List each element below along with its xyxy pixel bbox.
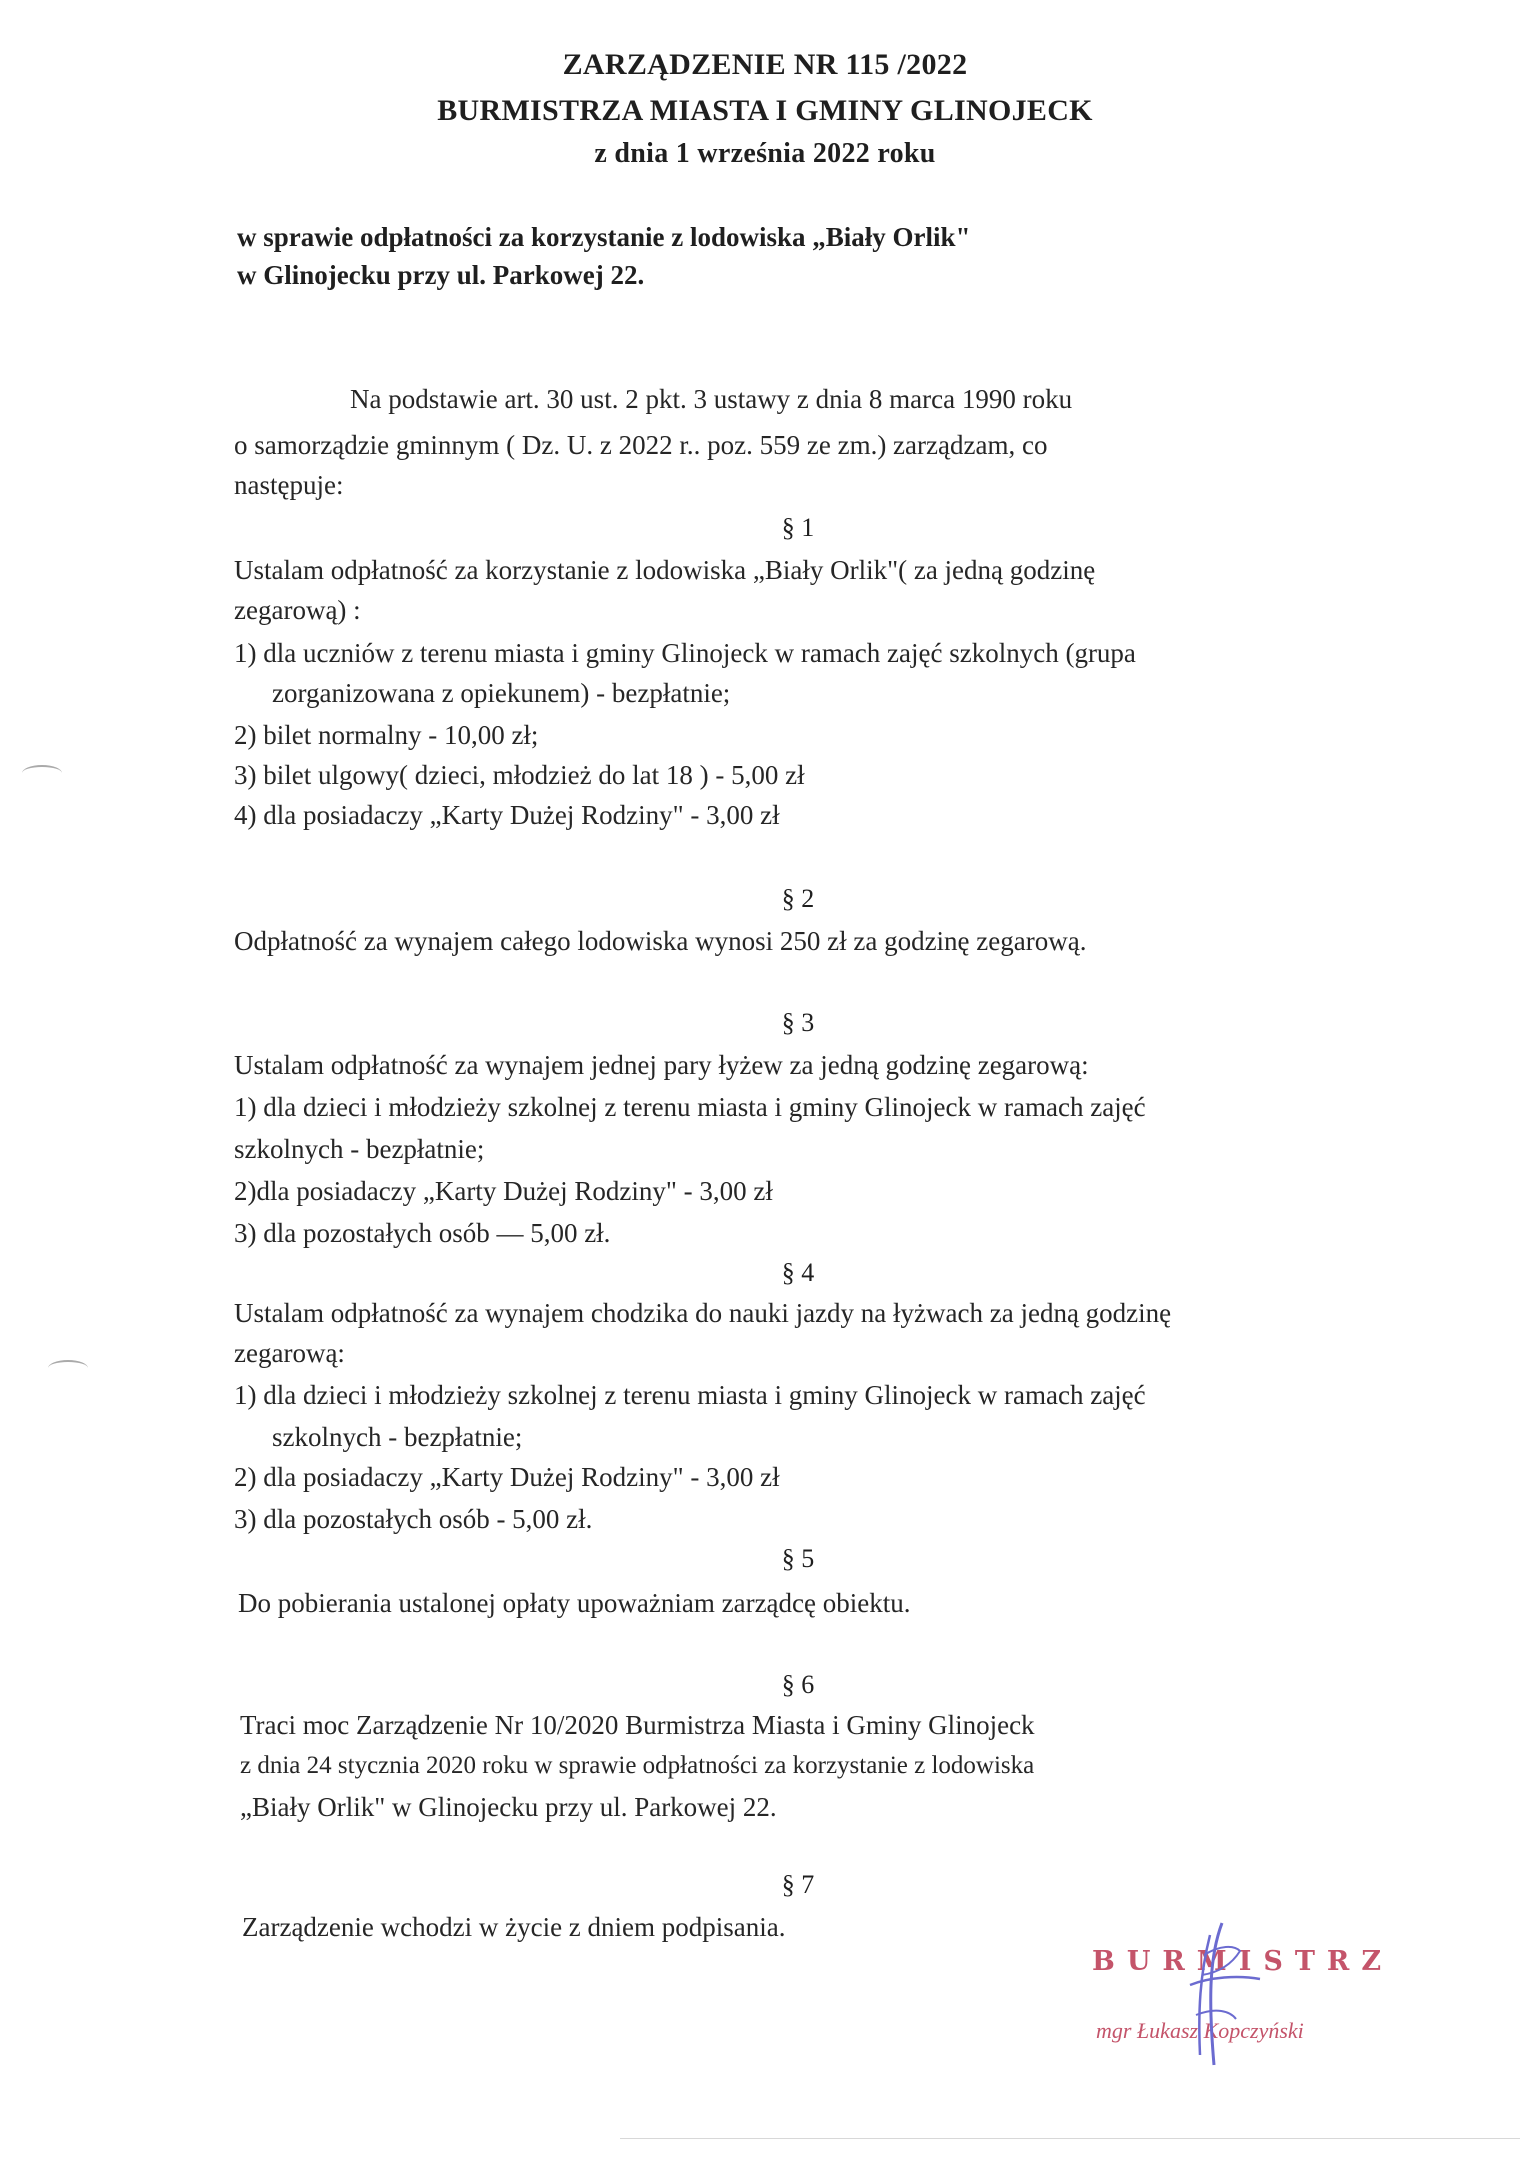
paragraph-symbol: § 1 (781, 513, 815, 542)
paragraph-symbol: § 5 (781, 1544, 815, 1573)
list-item: 1) dla uczniów z terenu miasta i gminy Glinojeck w ramach zajęć szkolnych (grupa (234, 638, 1136, 668)
paragraph-text: „Biały Orlik" w Glinojecku przy ul. Parkowej 22. (240, 1792, 777, 1822)
margin-mark (48, 1360, 88, 1376)
list-item: 1) dla dzieci i młodzieży szkolnej z terenu miasta i gminy Glinojeck w ramach zajęć (234, 1380, 1146, 1410)
stamp-name: mgr Łukasz Kopczyński (1096, 2018, 1304, 2043)
paragraph-text: Zarządzenie wchodzi w życie z dniem podpisania. (242, 1912, 786, 1942)
subject-line: w sprawie odpłatności za korzystanie z lodowiska „Biały Orlik" (237, 222, 971, 252)
intro-line: o samorządzie gminnym ( Dz. U. z 2022 r.. poz. 559 ze zm.) zarządzam, co (234, 430, 1048, 460)
list-item: 4) dla posiadaczy „Karty Dużej Rodziny" - 3,00 zł (234, 800, 780, 830)
paragraph-text: zegarową) : (234, 595, 361, 625)
intro-line: następuje: (234, 470, 344, 500)
paragraph-text: Traci moc Zarządzenie Nr 10/2020 Burmistrza Miasta i Gminy Glinojeck (240, 1710, 1035, 1740)
paragraph-text: zegarową: (234, 1338, 345, 1368)
margin-mark (22, 765, 62, 781)
paragraph-text: Ustalam odpłatność za wynajem chodzika do nauki jazdy na łyżwach za jedną godzinę (234, 1298, 1172, 1328)
paragraph-symbol: § 6 (781, 1670, 815, 1699)
paragraph-symbol: § 2 (781, 884, 815, 913)
list-item: 3) dla pozostałych osób - 5,00 zł. (234, 1504, 593, 1534)
list-item: 2) bilet normalny - 10,00 zł; (234, 720, 539, 750)
list-item: 3) dla pozostałych osób — 5,00 zł. (234, 1218, 611, 1248)
paragraph-text: Odpłatność za wynajem całego lodowiska wynosi 250 zł za godzinę zegarową. (234, 926, 1087, 956)
bottom-rule (620, 2138, 1520, 2139)
list-item: zorganizowana z opiekunem) - bezpłatnie; (272, 678, 731, 708)
paragraph-symbol: § 4 (781, 1258, 815, 1287)
list-item: szkolnych - bezpłatnie; (272, 1422, 523, 1452)
paragraph-text: Ustalam odpłatność za wynajem jednej pary łyżew za jedną godzinę zegarową: (234, 1050, 1089, 1080)
paragraph-text: Do pobierania ustalonej opłaty upoważniam zarządcę obiektu. (238, 1588, 911, 1618)
intro-line: Na podstawie art. 30 ust. 2 pkt. 3 ustawy z dnia 8 marca 1990 roku (350, 384, 1073, 414)
document-title: ZARZĄDZENIE NR 115 /2022 (562, 48, 968, 81)
list-item: 3) bilet ulgowy( dzieci, młodzież do lat 18 ) - 5,00 zł (234, 760, 805, 790)
document-date: z dnia 1 września 2022 roku (594, 138, 936, 169)
list-item: 2) dla posiadaczy „Karty Dużej Rodziny" - 3,00 zł (234, 1462, 780, 1492)
issuer-title: BURMISTRZA MIASTA I GMINY GLINOJECK (437, 94, 1093, 127)
paragraph-symbol: § 3 (781, 1008, 815, 1037)
list-item: 1) dla dzieci i młodzieży szkolnej z terenu miasta i gminy Glinojeck w ramach zajęć (234, 1092, 1146, 1122)
subject-line: w Glinojecku przy ul. Parkowej 22. (237, 260, 645, 290)
paragraph-text: Ustalam odpłatność za korzystanie z lodowiska „Biały Orlik"( za jedną godzinę (234, 555, 1096, 585)
paragraph-text: z dnia 24 stycznia 2020 roku w sprawie odpłatności za korzystanie z lodowiska (240, 1752, 1035, 1779)
list-item: 2)dla posiadaczy „Karty Dużej Rodziny" - 3,00 zł (234, 1176, 773, 1206)
list-item: szkolnych - bezpłatnie; (234, 1134, 485, 1164)
paragraph-symbol: § 7 (781, 1870, 815, 1899)
stamp-title: BURMISTRZ (1092, 1946, 1394, 1977)
signature-icon (1160, 1915, 1280, 2075)
